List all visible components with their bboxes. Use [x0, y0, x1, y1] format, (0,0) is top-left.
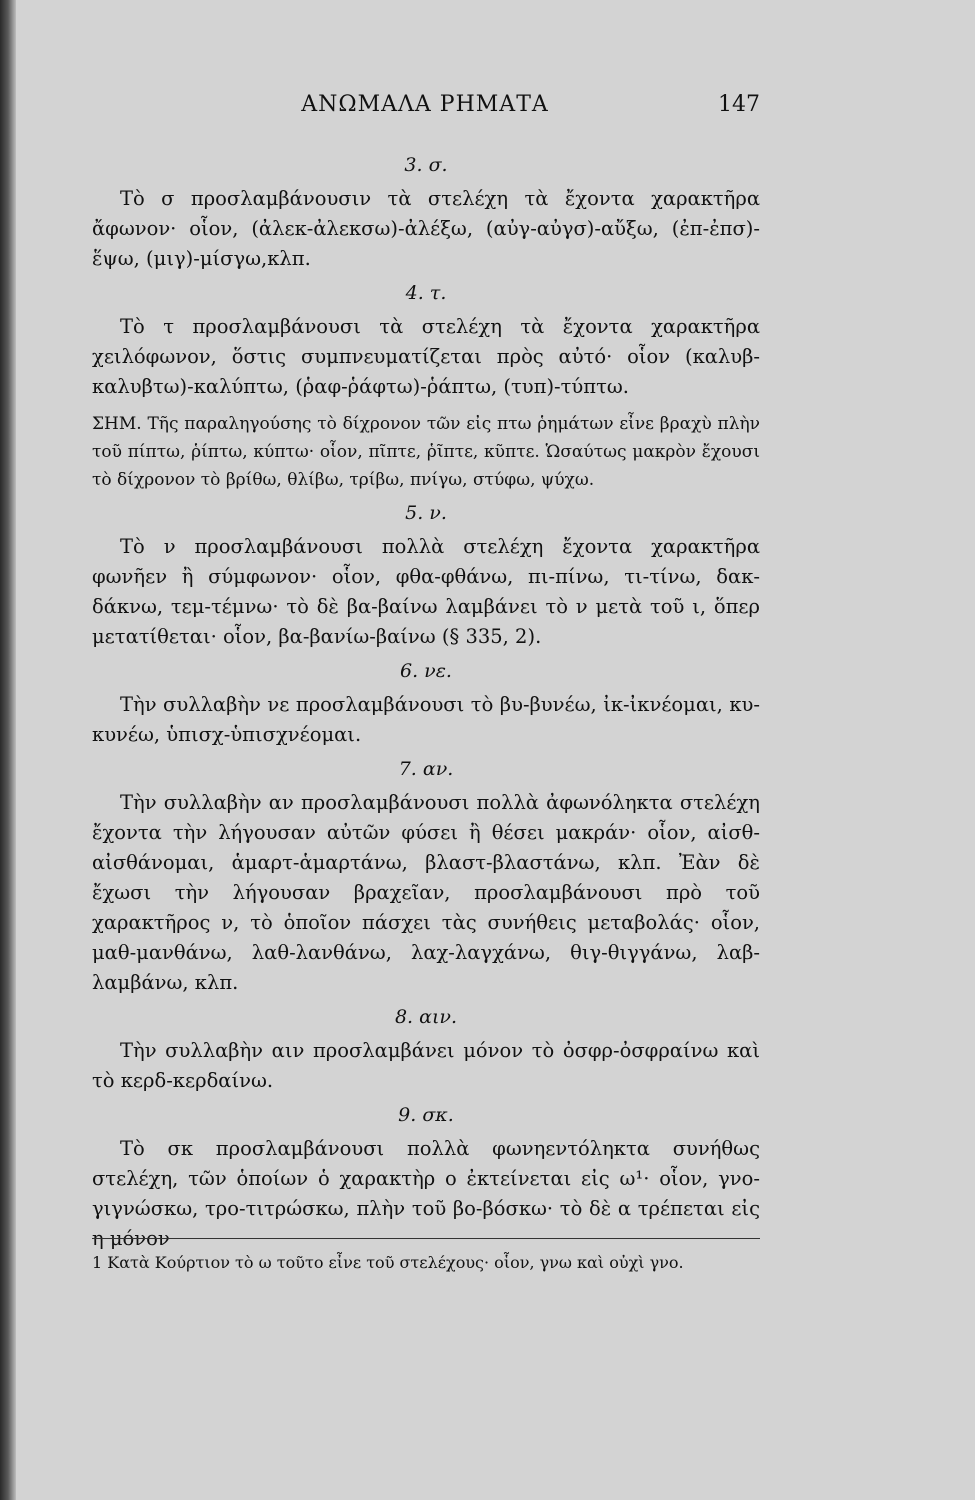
footnote: 1 Κατὰ Κούρτιον τὸ ω τοῦτο εἶνε τοῦ στελέχους· οἷον, γνω καὶ οὐχὶ γνο. [92, 1238, 760, 1275]
section-heading: 9. σκ. [398, 1104, 454, 1126]
running-title: ΑΝΩΜΑΛΑ ΡΗΜΑΤΑ [301, 92, 549, 117]
section-heading: 6. νε. [400, 660, 452, 682]
paragraph: Τὸ ν προσλαμβάνουσι πολλὰ στελέχη ἔχοντα χαρακτῆρα φωνῆεν ἢ σύμφωνον· οἷον, φθα-φθάνω, πι-πίνω, τι-τίνω, δακ-δάκνω, τεμ-τέμνω· τὸ δὲ βα-βαίνω λαμβάνει τὸ ν μετὰ τοῦ ι, ὅπερ μετατίθεται· οἷον, βα-βανίω-βαίνω (§ 335, 2). [92, 535, 760, 648]
paragraph: Τὴν συλλαβὴν νε προσλαμβάνουσι τὸ βυ-βυνέω, ἰκ-ἰκνέομαι, κυ-κυνέω, ὑπισχ-ὑπισχνέομαι. [92, 693, 760, 746]
paragraph: Τὴν συλλαβὴν αιν προσλαμβάνει μόνον τὸ ὀσφρ-ὀσφραίνω καὶ τὸ κερδ-κερδαίνω. [92, 1039, 760, 1092]
section-heading: 7. αν. [398, 758, 454, 780]
section-heading: 4. τ. [405, 282, 447, 304]
page-header [90, 92, 760, 124]
section-heading: 3. σ. [404, 154, 448, 176]
section-heading: 8. αιν. [394, 1006, 458, 1028]
paragraph: Τὴν συλλαβὴν αν προσλαμβάνουσι πολλὰ ἀφωνόληκτα στελέχη ἔχοντα τὴν λήγουσαν αὐτῶν φύσει ἢ θέσει μακράν· οἷον, αἰσθ-αἰσθάνομαι, ἁμαρτ-ἁμαρτάνω, βλαστ-βλαστάνω, κλπ. Ἐὰν δὲ ἔχωσι τὴν λήγουσαν βραχεῖαν, προσλαμβάνουσι πρὸ τοῦ χαρακτῆρος ν, τὸ ὁποῖον πάσχει τὰς συνήθεις μεταβολάς· οἷον, μαθ-μανθάνω, λαθ-λανθάνω, λαχ-λαγχάνω, θιγ-θιγγάνω, λαβ-λαμβάνω, κλπ. [92, 791, 760, 994]
paragraph: Τὸ σκ προσλαμβάνουσι πολλὰ φωνηεντόληκτα συνήθως στελέχη, τῶν ὁποίων ὁ χαρακτὴρ ο ἐκτείνεται εἰς ω¹· οἷον, γνο-γιγνώσκω, τρο-τιτρώσκω, πλὴν τοῦ βο-βόσκω· τὸ δὲ α τρέπεται εἰς η μόνον [92, 1137, 760, 1250]
paragraph: Τὸ τ προσλαμβάνουσι τὰ στελέχη τὰ ἔχοντα χαρακτῆρα χειλόφωνον, ὅστις συμπνευματίζεται πρὸς αὐτό· οἷον (καλυβ-καλυβτω)-καλύπτω, (ῥαφ-ῥάφτω)-ῥάπτω, (τυπ)-τύπτω. [92, 315, 760, 398]
page-binding-shadow [0, 0, 16, 1500]
paragraph: Τὸ σ προσλαμβάνουσιν τὰ στελέχη τὰ ἔχοντα χαρακτῆρα ἄφωνον· οἷον, (ἀλεκ-ἀλεκσω)-ἀλέξω, (αὐγ-αὐγσ)-αὔξω, (ἐπ-ἐπσ)-ἕψω, (μιγ)-μίσγω,κλπ. [92, 187, 760, 270]
section-heading: 5. ν. [405, 502, 447, 524]
page-body [92, 150, 760, 1262]
note-paragraph: ΣΗΜ. Τῆς παραληγούσης τὸ δίχρονον τῶν εἰς πτω ῥημάτων εἶνε βραχὺ πλὴν τοῦ πίπτω, ῥίπτω, κύπτω· οἷον, πῖπτε, ῥῖπτε, κῦπτε. Ὡσαύτως μακρὸν ἔχουσι τὸ δίχρονον τὸ βρίθω, θλίβω, τρίβω, πνίγω, στύφω, ψύχω. [92, 414, 760, 490]
page-number: 147 [718, 92, 760, 117]
